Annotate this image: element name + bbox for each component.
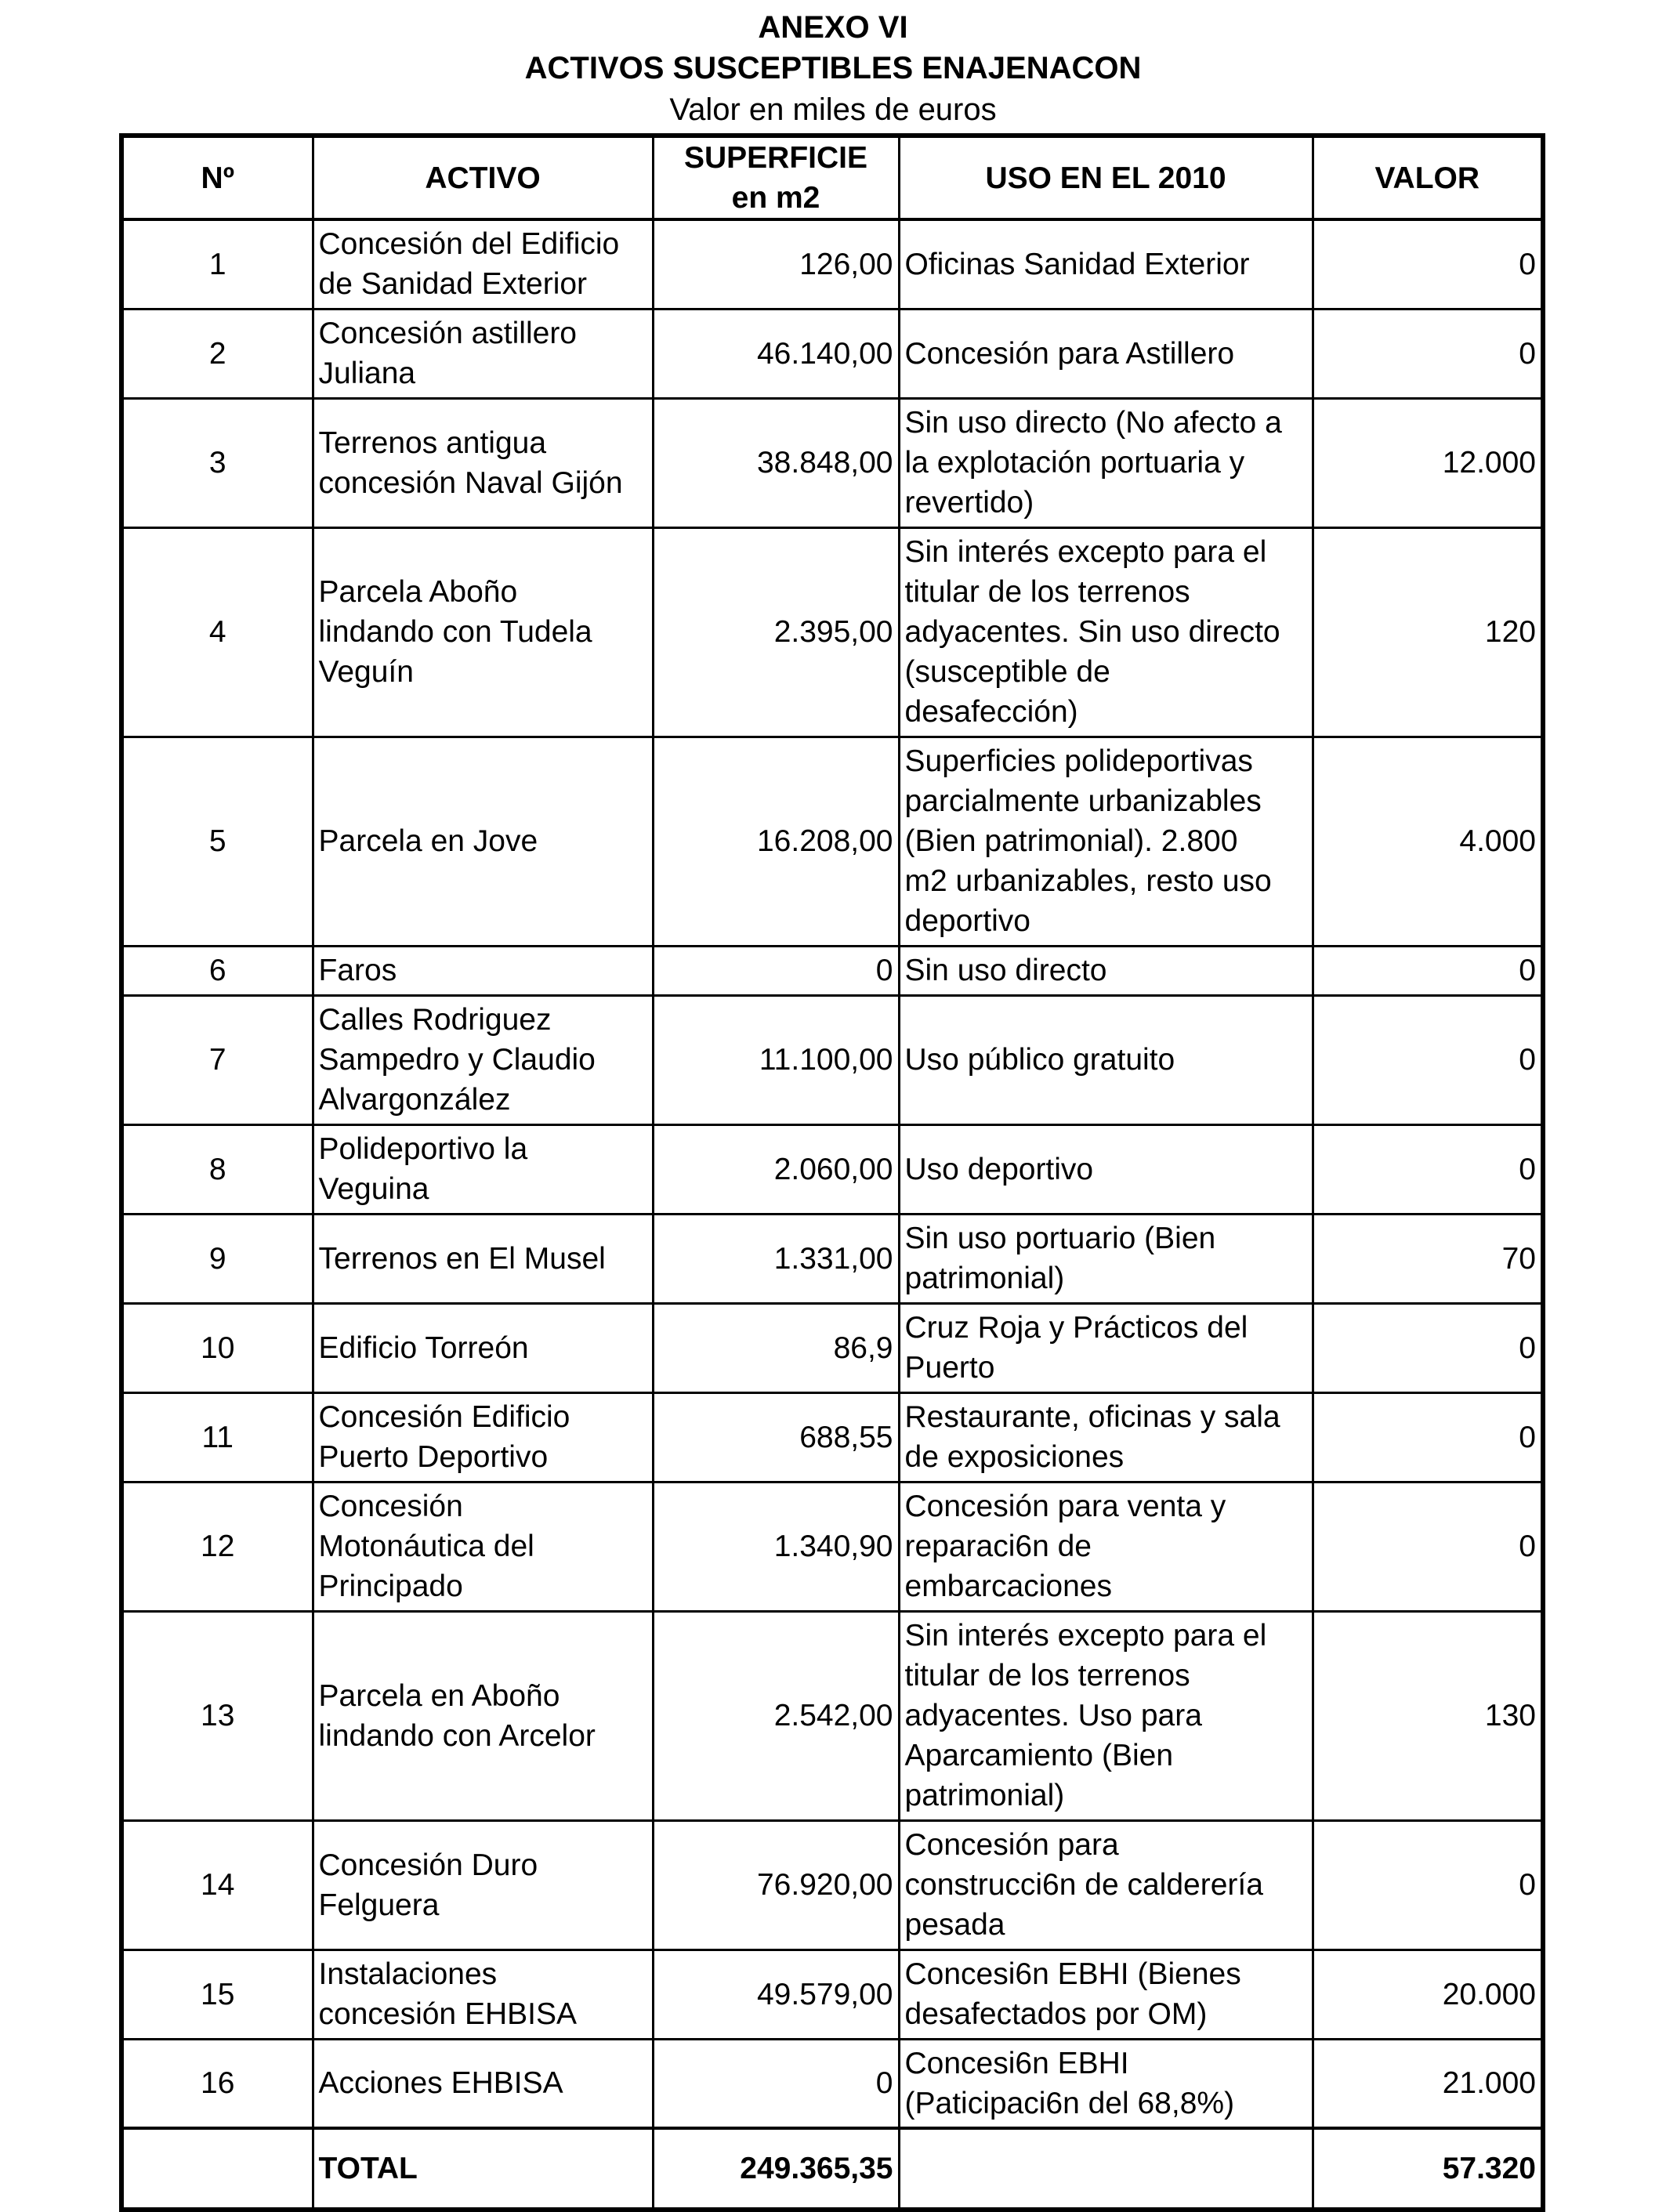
uso-line: patrimonial) [904, 1262, 1065, 1295]
row-number: 16 [121, 2039, 313, 2128]
activo-line: Acciones EHBISA [318, 2066, 563, 2101]
header-superficie-line1: SUPERFICIE [683, 141, 868, 175]
table-body [121, 219, 1543, 2128]
activo-line: concesión Naval Gijón [318, 465, 623, 500]
row-valor: 21.000 [1313, 2039, 1543, 2128]
table-row [121, 1124, 1543, 1214]
units-note: Valor en miles de euros [669, 92, 997, 127]
table-row [121, 219, 1543, 309]
uso-line: Sin interés excepto para el [904, 535, 1267, 569]
header-uso: USO EN EL 2010 [899, 136, 1313, 219]
row-uso [899, 1392, 1313, 1482]
activo-line: Terrenos en El Musel [318, 1241, 606, 1276]
activo-line: Veguina [318, 1172, 429, 1206]
total-superficie: 249.365,35 [653, 2128, 899, 2210]
activo-line: lindando con Arcelor [318, 1718, 596, 1753]
table-row [121, 1820, 1543, 1950]
header-valor: VALOR [1313, 136, 1543, 219]
row-number: 7 [121, 995, 313, 1124]
table-row [121, 1611, 1543, 1820]
uso-line: adyacentes. Sin uso directo [904, 615, 1280, 649]
row-superficie: 46.140,00 [653, 309, 899, 398]
row-number: 5 [121, 737, 313, 946]
total-valor: 57.320 [1313, 2128, 1543, 2210]
row-uso [899, 527, 1313, 737]
assets-table [119, 133, 1545, 2212]
row-activo [313, 737, 653, 946]
uso-line: desafección) [904, 695, 1078, 729]
table-row [121, 309, 1543, 398]
row-uso [899, 737, 1313, 946]
activo-line: Felguera [318, 1888, 440, 1922]
row-number: 3 [121, 398, 313, 527]
row-uso [899, 1820, 1313, 1950]
row-valor: 0 [1313, 309, 1543, 398]
uso-line: pesada [904, 1908, 1005, 1942]
row-number: 6 [121, 946, 313, 995]
uso-line: (Bien patrimonial). 2.800 [904, 824, 1238, 858]
document-subtitle: ACTIVOS SUSCEPTIBLES ENAJENACON [524, 51, 1142, 85]
total-label: TOTAL [313, 2128, 653, 2210]
row-number: 2 [121, 309, 313, 398]
row-valor: 0 [1313, 1392, 1543, 1482]
table-row [121, 2039, 1543, 2128]
row-uso [899, 1124, 1313, 1214]
row-uso [899, 1482, 1313, 1611]
row-superficie: 688,55 [653, 1392, 899, 1482]
row-valor: 0 [1313, 219, 1543, 309]
row-uso [899, 219, 1313, 309]
total-row [121, 2128, 1543, 2210]
row-number: 11 [121, 1392, 313, 1482]
row-superficie: 0 [653, 2039, 899, 2128]
uso-line: (Paticipaci6n del 68,8%) [904, 2086, 1235, 2120]
activo-line: lindando con Tudela [318, 615, 592, 649]
uso-line: Concesi6n EBHI [904, 2046, 1129, 2080]
row-valor: 0 [1313, 995, 1543, 1124]
row-superficie: 11.100,00 [653, 995, 899, 1124]
activo-line: Parcela en Jove [318, 824, 538, 858]
row-uso [899, 2039, 1313, 2128]
activo-line: Calles Rodriguez [318, 1003, 552, 1037]
activo-line: Parcela Aboño [318, 575, 518, 609]
row-valor: 120 [1313, 527, 1543, 737]
uso-line: desafectados por OM) [904, 1997, 1208, 2031]
uso-line: Sin interés excepto para el [904, 1619, 1267, 1653]
uso-line: titular de los terrenos [904, 1659, 1190, 1692]
row-number: 1 [121, 219, 313, 309]
row-valor: 0 [1313, 946, 1543, 995]
row-superficie: 38.848,00 [653, 398, 899, 527]
row-activo [313, 1392, 653, 1482]
row-activo [313, 219, 653, 309]
uso-line: adyacentes. Uso para [904, 1699, 1202, 1732]
activo-line: Motonáutica del [318, 1530, 534, 1563]
total-no-cell [121, 2128, 313, 2210]
row-valor: 70 [1313, 1214, 1543, 1303]
row-activo [313, 995, 653, 1124]
uso-line: Restaurante, oficinas y sala [904, 1400, 1280, 1434]
row-activo [313, 398, 653, 527]
table-header-row [121, 136, 1543, 219]
row-activo [313, 1214, 653, 1303]
table-row [121, 995, 1543, 1124]
uso-line: Sin uso portuario (Bien [904, 1222, 1216, 1255]
activo-line: Faros [318, 954, 397, 987]
table-row [121, 1482, 1543, 1611]
table-row [121, 1214, 1543, 1303]
activo-line: Instalaciones [318, 1957, 498, 1991]
row-uso [899, 1303, 1313, 1392]
uso-line: la explotación portuaria y [904, 446, 1245, 480]
uso-line: Cruz Roja y Prácticos del [904, 1311, 1248, 1345]
uso-line: de exposiciones [904, 1440, 1125, 1474]
uso-line: reparaci6n de [904, 1530, 1092, 1563]
row-number: 9 [121, 1214, 313, 1303]
row-superficie: 49.579,00 [653, 1950, 899, 2039]
row-uso [899, 995, 1313, 1124]
activo-line: Principado [318, 1569, 463, 1603]
uso-line: patrimonial) [904, 1779, 1065, 1812]
uso-line: m2 urbanizables, resto uso [904, 864, 1272, 898]
activo-line: Concesión del Edificio [318, 227, 620, 262]
row-number: 10 [121, 1303, 313, 1392]
activo-line: Concesión Duro [318, 1848, 538, 1882]
activo-line: Alvargonzález [318, 1083, 511, 1117]
activo-line: Edificio Torreón [318, 1330, 529, 1365]
row-activo [313, 1611, 653, 1820]
uso-line: revertido) [904, 486, 1034, 520]
row-uso [899, 309, 1313, 398]
uso-line: embarcaciones [904, 1569, 1112, 1603]
uso-line: Uso deportivo [904, 1152, 1094, 1186]
row-number: 12 [121, 1482, 313, 1611]
row-activo [313, 309, 653, 398]
row-activo [313, 1303, 653, 1392]
header-no: Nº [121, 136, 313, 219]
uso-line: Concesión para Astillero [904, 336, 1235, 371]
row-number: 15 [121, 1950, 313, 2039]
uso-line: Concesi6n EBHI (Bienes [904, 1957, 1241, 1991]
table-row [121, 527, 1543, 737]
table-row [121, 398, 1543, 527]
row-valor: 0 [1313, 1820, 1543, 1950]
table-row [121, 1950, 1543, 2039]
table-row [121, 946, 1543, 995]
header-superficie-line2: en m2 [731, 181, 820, 215]
uso-line: (susceptible de [904, 655, 1110, 689]
row-valor: 4.000 [1313, 737, 1543, 946]
uso-line: Concesión para [904, 1828, 1119, 1862]
row-valor: 0 [1313, 1482, 1543, 1611]
activo-line: Juliana [318, 357, 416, 390]
uso-line: Puerto [904, 1351, 995, 1385]
document-title: ANEXO VI [758, 10, 908, 45]
uso-line: Aparcamiento (Bien [904, 1739, 1174, 1772]
row-superficie: 16.208,00 [653, 737, 899, 946]
header-activo: ACTIVO [313, 136, 653, 219]
activo-line: Terrenos antigua [318, 425, 547, 460]
uso-line: Superficies polideportivas [904, 744, 1253, 778]
row-number: 4 [121, 527, 313, 737]
activo-line: Veguín [318, 655, 414, 689]
row-number: 8 [121, 1124, 313, 1214]
row-superficie: 2.395,00 [653, 527, 899, 737]
row-superficie: 126,00 [653, 219, 899, 309]
row-activo [313, 1124, 653, 1214]
row-uso [899, 1214, 1313, 1303]
activo-line: Sampedro y Claudio [318, 1043, 596, 1077]
uso-line: parcialmente urbanizables [904, 784, 1262, 818]
row-number: 13 [121, 1611, 313, 1820]
row-superficie: 2.542,00 [653, 1611, 899, 1820]
row-uso [899, 398, 1313, 527]
row-activo [313, 1950, 653, 2039]
row-valor: 12.000 [1313, 398, 1543, 527]
row-uso [899, 946, 1313, 995]
uso-line: Sin uso directo (No afecto a [904, 406, 1282, 440]
table-row [121, 1303, 1543, 1392]
header-superficie [653, 136, 899, 219]
row-activo [313, 1820, 653, 1950]
row-superficie: 1.340,90 [653, 1482, 899, 1611]
uso-line: deportivo [904, 904, 1030, 938]
uso-line: Uso público gratuito [904, 1043, 1175, 1077]
row-valor: 20.000 [1313, 1950, 1543, 2039]
total-uso-cell [899, 2128, 1313, 2210]
row-uso [899, 1611, 1313, 1820]
uso-line: Sin uso directo [904, 954, 1107, 987]
uso-line: construcci6n de calderería [904, 1868, 1263, 1902]
row-valor: 0 [1313, 1124, 1543, 1214]
activo-line: concesión EHBISA [318, 1997, 578, 2031]
row-valor: 130 [1313, 1611, 1543, 1820]
row-valor: 0 [1313, 1303, 1543, 1392]
row-activo [313, 1482, 653, 1611]
row-activo [313, 2039, 653, 2128]
activo-line: Concesión Edificio [318, 1400, 570, 1434]
row-activo [313, 946, 653, 995]
activo-line: Polideportivo la [318, 1132, 528, 1166]
row-superficie: 2.060,00 [653, 1124, 899, 1214]
activo-line: Concesión [318, 1490, 463, 1523]
table-row [121, 737, 1543, 946]
activo-line: Puerto Deportivo [318, 1440, 549, 1474]
uso-line: titular de los terrenos [904, 575, 1190, 609]
activo-line: Parcela en Aboño [318, 1678, 560, 1713]
uso-line: Oficinas Sanidad Exterior [904, 247, 1250, 281]
activo-line: Concesión astillero [318, 317, 578, 350]
uso-line: Concesión para venta y [904, 1490, 1226, 1523]
activo-line: de Sanidad Exterior [318, 267, 588, 302]
row-superficie: 76.920,00 [653, 1820, 899, 1950]
row-superficie: 1.331,00 [653, 1214, 899, 1303]
row-superficie: 0 [653, 946, 899, 995]
row-uso [899, 1950, 1313, 2039]
table-row [121, 1392, 1543, 1482]
row-superficie: 86,9 [653, 1303, 899, 1392]
row-number: 14 [121, 1820, 313, 1950]
row-activo [313, 527, 653, 737]
